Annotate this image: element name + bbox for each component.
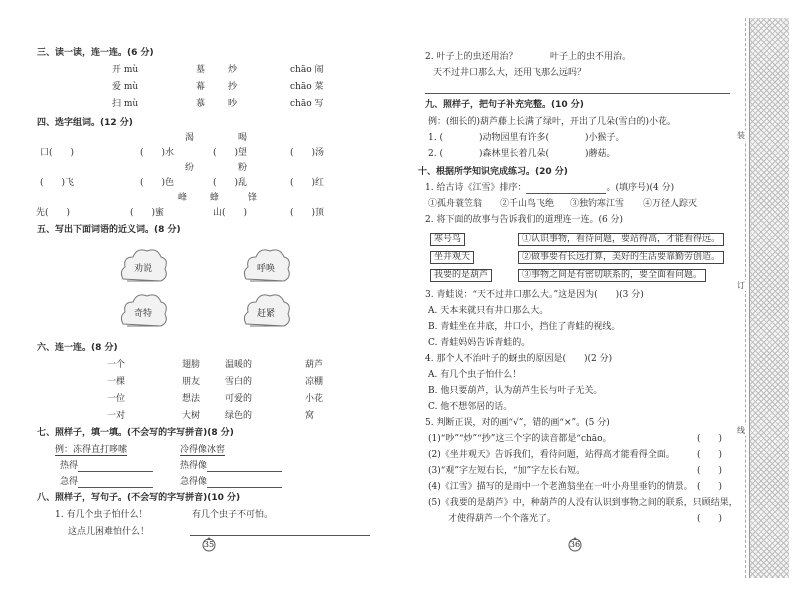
s4-g3-top-1: 峰 xyxy=(178,193,188,203)
s10-q5-item-1: (1)“吵”“炒”“抄”这三个字的读音都是“chāo。 xyxy=(428,434,612,444)
section-9-title: 九、照样子，把句子补充完整。(10 分) xyxy=(425,100,584,110)
s4-g2-item-4: ( )红 xyxy=(290,178,325,188)
s10-q5-item-5: (5)《我要的是葫芦》中，种葫芦的人没有认识到事物之间的联系，只顾结果， xyxy=(428,498,738,508)
s4-g2-item-2: ( )色 xyxy=(140,178,175,188)
s6-col3-2: 雪白的 xyxy=(225,377,253,387)
s4-g2-item-3: ( )乱 xyxy=(213,178,248,188)
s6-col2-3: 想法 xyxy=(182,394,201,404)
s7-row2-left: 急得 xyxy=(60,477,153,488)
s6-col4-2: 凉棚 xyxy=(305,377,324,387)
s10-q1: 1. 给古诗《江雪》排序： 。(填序号)(4 分) xyxy=(425,183,675,193)
s8-q1-b: 有几个虫子不可怕。 xyxy=(192,510,274,520)
s10-story-3: 我要的是葫芦 xyxy=(430,269,492,282)
s8-q2-c: 天不过井口那么大，还用飞那么远吗？ xyxy=(433,68,587,78)
s6-col2-4: 大树 xyxy=(182,411,201,421)
s3-left-word-2: 爱 mù xyxy=(112,82,139,92)
s9-example: 例：(细长的)葫芦藤上长满了绿叶，开出了几朵(雪白的)小花。 xyxy=(428,117,677,127)
s6-col1-2: 一棵 xyxy=(107,377,126,387)
cloud-word-2: 呼唤 xyxy=(256,264,275,274)
s6-col1-3: 一位 xyxy=(107,394,126,404)
s10-lesson-2: ②做事要有长远打算，美好的生活要靠勤劳创造。 xyxy=(518,251,724,264)
s3-right-char-1: 炒 xyxy=(228,65,238,75)
s8-q2-a: 2. 叶子上的虫还用治？ xyxy=(425,52,518,62)
s3-mid-char-3: 慕 xyxy=(196,99,206,109)
s4-g1-item-1: 口( ) xyxy=(40,148,75,158)
s4-g1-top-1: 渴 xyxy=(185,133,195,143)
s4-g3-top-3: 锋 xyxy=(248,193,258,203)
s4-g1-top-2: 喝 xyxy=(238,133,248,143)
s7-row1-right: 热得像 xyxy=(180,461,282,472)
s10-q3-opt-c: C. 青蛙妈妈告诉青蛙的。 xyxy=(428,338,531,348)
s10-lesson-3: ③事物之间是有密切联系的，要全面看问题。 xyxy=(518,269,706,282)
s3-right-pinyin-2: chāo 菜 xyxy=(290,82,324,92)
s10-q5-item-3: (3)“观”字左短右长，“加”字左长右短。 xyxy=(428,466,586,476)
cloud-card-3 xyxy=(117,288,169,330)
s3-left-word-3: 扫 mù xyxy=(112,99,139,109)
cloud-word-4: 赶紧 xyxy=(256,309,275,319)
s10-q3-opt-a: A. 天本来就只有井口那么大。 xyxy=(428,306,549,316)
s4-g2-item-1: ( )飞 xyxy=(40,178,75,188)
s10-story-2: 坐井观天 xyxy=(430,251,474,264)
s10-q5-item-4: (4)《江雪》描写的是雨中一个老渔翁坐在一叶小舟里垂钓的情景。 xyxy=(428,482,693,492)
right-page xyxy=(395,0,738,593)
s8-q2-answer-line xyxy=(425,84,730,94)
section-3-title: 三、读一读，连一连。(6 分) xyxy=(37,48,154,58)
binding-dashed-line xyxy=(745,18,746,578)
binding-strip xyxy=(735,0,800,593)
s7-example-left: 例：冻得直打哆嗦 xyxy=(55,445,128,455)
s4-g3-top-2: 蜂 xyxy=(210,193,220,203)
s7-row1-left: 热得 xyxy=(60,461,153,472)
s6-col1-1: 一个 xyxy=(107,360,126,370)
cloud-card-4 xyxy=(240,288,292,330)
s3-right-pinyin-3: chāo 写 xyxy=(290,99,324,109)
s10-q2: 2. 将下面的故事与告诉我们的道理连一连。(6 分) xyxy=(425,215,624,225)
s10-q3: 3. 青蛙说：“天不过井口那么大。”这是因为( )(3 分) xyxy=(425,290,644,300)
s10-q5-item-2: (2)《坐井观天》告诉我们，看待问题，站得高才能看得全面。 xyxy=(428,450,675,460)
s10-q1-opt-3: ③独钓寒江雪 xyxy=(570,199,625,209)
right-page-number: 36 xyxy=(567,537,583,553)
binding-char-2: 订 xyxy=(737,281,745,290)
s4-g2-top-1: 纷 xyxy=(185,163,195,173)
s10-story-1: 寒号鸟 xyxy=(430,233,465,246)
s4-g1-item-4: ( )汤 xyxy=(290,148,325,158)
s9-q2: 2. ( )森林里长着几朵( )蘑菇。 xyxy=(428,149,616,159)
cloud-word-3: 奇特 xyxy=(133,309,152,319)
s4-g3-item-2: ( )蜜 xyxy=(130,208,165,218)
s10-q4: 4. 那个人不治叶子的蚜虫的原因是( )(2 分) xyxy=(425,354,613,364)
binding-hatch-pattern xyxy=(749,18,789,578)
s8-q1-a: 1. 有几个虫子怕什么！ xyxy=(55,510,148,520)
left-page-number: 35 xyxy=(201,537,217,553)
s6-col4-4: 窝 xyxy=(305,411,315,421)
s10-lesson-1: ①认识事物，看待问题，要站得高，才能看得远。 xyxy=(518,233,724,246)
s10-q5-blank-3: ( ) xyxy=(697,466,723,476)
s6-col2-2: 朋友 xyxy=(182,377,201,387)
s10-q3-opt-b: B. 青蛙坐在井底，井口小，挡住了青蛙的视线。 xyxy=(428,322,621,332)
s6-col1-4: 一对 xyxy=(107,411,126,421)
s4-g1-item-3: ( )望 xyxy=(213,148,248,158)
s6-col4-3: 小花 xyxy=(305,394,324,404)
s4-g2-top-2: 粉 xyxy=(238,163,248,173)
s7-example-right: 冷得像冰窖 xyxy=(180,445,226,455)
s9-q1: 1. ( )动物园里有许多( )小猴子。 xyxy=(428,133,625,143)
s3-right-char-2: 抄 xyxy=(228,82,238,92)
cloud-word-1: 劝说 xyxy=(133,264,152,274)
s10-q5-blank-4: ( ) xyxy=(697,482,723,492)
s10-q4-opt-c: C. 他不想邻居的话。 xyxy=(428,402,513,412)
s6-col3-1: 温暖的 xyxy=(225,360,253,370)
s8-q1-answer-line xyxy=(190,526,370,536)
s6-col2-1: 翅膀 xyxy=(182,360,201,370)
s8-q1-c: 这点儿困难怕什么！ xyxy=(68,527,150,537)
s10-q5-blank-2: ( ) xyxy=(697,450,723,460)
s10-q5: 5. 判断正误，对的画“√”，错的画“×”。(5 分) xyxy=(425,418,610,428)
left-page xyxy=(0,0,395,593)
s3-mid-char-1: 墓 xyxy=(196,65,206,75)
s3-right-pinyin-1: chāo 闹 xyxy=(290,65,324,75)
s10-q5-blank-5: ( ) xyxy=(697,514,723,524)
s3-mid-char-2: 幕 xyxy=(196,82,206,92)
section-10-title: 十、根据所学知识完成练习。(20 分) xyxy=(418,167,568,177)
s10-q5-blank-1: ( ) xyxy=(697,434,723,444)
s8-q2-b: 叶子上的虫不用治。 xyxy=(550,52,632,62)
s10-q1-opt-1: ①孤舟蓑笠翁 xyxy=(428,199,483,209)
cloud-card-2 xyxy=(240,243,292,285)
section-8-title: 八、照样子，写句子。(不会写的字写拼音)(10 分) xyxy=(37,493,241,503)
s10-q4-opt-b: B. 他只要葫芦，认为葫芦生长与叶子无关。 xyxy=(428,386,603,396)
section-5-title: 五、写出下面词语的近义词。(8 分) xyxy=(37,225,181,235)
section-6-title: 六、连一连。(8 分) xyxy=(37,343,118,353)
binding-char-1: 装 xyxy=(737,131,745,140)
s6-col4-1: 葫芦 xyxy=(305,360,324,370)
binding-char-3: 线 xyxy=(737,426,745,435)
s4-g1-item-2: ( )水 xyxy=(140,148,175,158)
section-7-title: 七、照样子，填一填。(不会写的字写拼音)(8 分) xyxy=(37,428,234,438)
s6-col3-3: 可爱的 xyxy=(225,394,253,404)
s10-q5-item-5-cont: 才使得葫芦一个个落光了。 xyxy=(448,514,557,524)
s6-col3-4: 绿色的 xyxy=(225,411,253,421)
s4-g3-item-1: 先( ) xyxy=(36,208,71,218)
s10-q1-opt-4: ④万径人踪灭 xyxy=(643,199,698,209)
s3-right-char-3: 吵 xyxy=(228,99,238,109)
s3-left-word-1: 开 mù xyxy=(112,65,139,75)
s10-q4-opt-a: A. 有几个虫子怕什么！ xyxy=(428,370,522,380)
s7-row2-right: 急得像 xyxy=(180,477,282,488)
s4-g3-item-4: ( )顶 xyxy=(290,208,325,218)
s4-g3-item-3: 山( ) xyxy=(213,208,248,218)
s10-q1-opt-2: ②千山鸟飞绝 xyxy=(500,199,555,209)
cloud-card-1 xyxy=(117,243,169,285)
section-4-title: 四、选字组词。(12 分) xyxy=(37,118,133,128)
